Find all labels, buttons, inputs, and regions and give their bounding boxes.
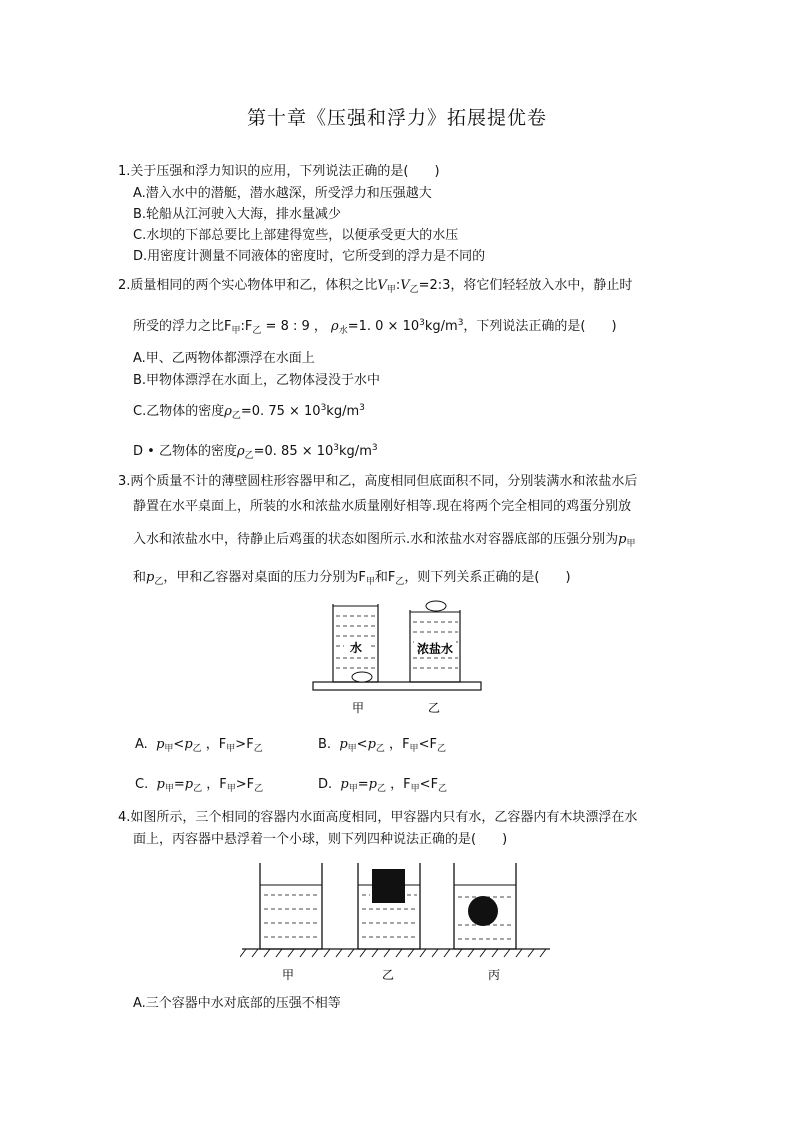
label-bing: 丙 <box>487 968 501 982</box>
q1-option-d: D.用密度计测量不同液体的密度时，它所受到的浮力是不同的 <box>133 249 486 264</box>
q2-option-a: A.甲、乙两物体都漂浮在水面上 <box>133 351 315 366</box>
q3-option-c: C. $p_甲=p_乙$ ，$F_甲>F_乙$ <box>135 777 264 794</box>
label-brine: 浓盐水 <box>416 642 454 656</box>
q4-option-a: A.三个容器中水对底部的压强不相等 <box>133 996 341 1011</box>
q3-line4: 和$p_乙$，甲和乙容器对桌面的压力分别为$F_甲$和$F_乙$，则下列关系正确的是( ) <box>133 570 571 587</box>
q4-line1: 4.如图所示，三个相同的容器内水面高度相同，甲容器内只有水，乙容器内有木块漂浮在水 <box>118 810 638 825</box>
container-yi <box>410 601 460 682</box>
label-jia: 甲 <box>281 968 295 982</box>
container-jia <box>333 604 378 682</box>
q2-option-b: B.甲物体漂浮在水面上，乙物体浸没于水中 <box>133 373 381 388</box>
container-yi <box>358 863 420 949</box>
q1-option-a: A.潜入水中的潜艇，潜水越深，所受浮力和压强越大 <box>133 186 432 201</box>
q1-option-c: C.水坝的下部总要比上部建得宽些，以便承受更大的水压 <box>133 228 459 243</box>
q4-figure-containers <box>240 853 556 983</box>
label-yi: 乙 <box>427 701 441 715</box>
label-water: 水 <box>349 641 363 655</box>
q3-option-b: B. $p_甲<p_乙$ ，$F_甲<F_乙$ <box>318 737 446 754</box>
q1-stem: 1.关于压强和浮力知识的应用，下列说法正确的是( ) <box>118 164 440 179</box>
q2-option-d: D • 乙物体的密度$\rho_乙=0$. $85 \times 10^3kg/m^3$ <box>133 443 378 461</box>
q1-option-b: B.轮船从江河驶入大海，排水量减少 <box>133 207 342 222</box>
egg-floating <box>426 601 446 611</box>
q4-line2: 面上，丙容器中悬浮着一个小球，则下列四种说法正确的是( ) <box>133 832 508 847</box>
egg-sunk <box>352 672 372 682</box>
q3-option-a: A. $p_甲<p_乙$ ，$F_甲>F_乙$ <box>135 737 263 754</box>
ground-hatching <box>240 949 546 957</box>
page-title: 第十章《压强和浮力》拓展提优卷 <box>246 107 547 129</box>
q3-figure-containers <box>300 596 500 720</box>
container-jia <box>260 863 322 949</box>
label-jia: 甲 <box>351 701 365 715</box>
floating-wood-block <box>372 869 405 903</box>
container-bing <box>454 863 516 949</box>
q2-line1: 2.质量相同的两个实心物体甲和乙，体积之比$V_甲:V_乙=2:3$，将它们轻轻放入水中，静止时 <box>118 278 633 295</box>
suspended-ball <box>468 896 498 926</box>
label-yi: 乙 <box>381 968 395 982</box>
table-top <box>313 682 481 690</box>
q2-option-c: C.乙物体的密度$\rho_乙=0$. $75 \times 10^3kg/m^3$ <box>133 403 365 421</box>
q3-line1: 3.两个质量不计的薄壁圆柱形容器甲和乙，高度相同但底面积不同，分别装满水和浓盐水后 <box>118 474 638 489</box>
q3-line2: 静置在水平桌面上，所装的水和浓盐水质量刚好相等.现在将两个完全相同的鸡蛋分别放 <box>133 499 632 514</box>
q3-line3: 入水和浓盐水中，待静止后鸡蛋的状态如图所示.水和浓盐水对容器底部的压强分别为$p_甲$ <box>133 532 636 549</box>
q2-line2: 所受的浮力之比$F_甲:F_乙 = 8$ : 9 ， $\rho_水=1$. $0 \times 10^3kg/m^3$，下列说法正确的是( ) <box>133 318 617 336</box>
q3-option-d: D. $p_甲=p_乙$ ，$F_甲<F_乙$ <box>318 777 448 794</box>
